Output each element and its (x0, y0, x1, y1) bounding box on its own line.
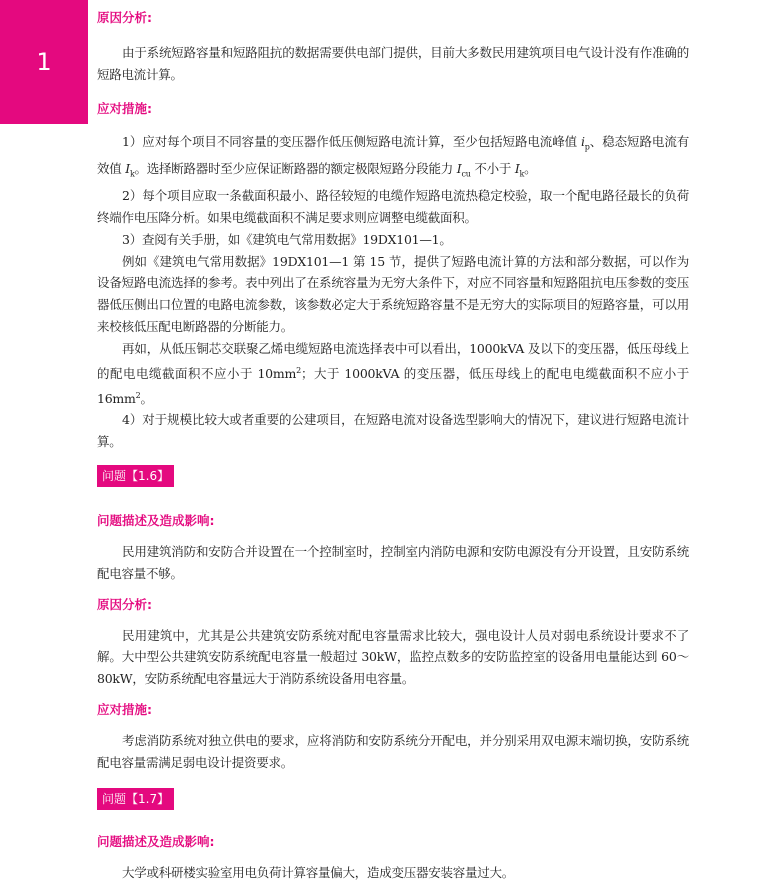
q16-measures-heading: 应对措施: (97, 702, 152, 718)
measure-4-paragraph: 4）对于规模比较大或者重要的公建项目，在短路电流对设备选型影响大的情况下，建议进行短路电流计算。 (97, 412, 689, 450)
q16-cause-paragraph: 民用建筑中，尤其是公共建筑安防系统对配电容量需求比较大，强电设计人员对弱电系统设计要求不了解。大中型公共建筑安防系统配电容量一般超过 30kW，监控点数多的安防监控室的设备用电量能达到 60～80kW，安防系统配电容量远大于消防系统设备用电容量。 (97, 627, 689, 687)
question-1-6-tag-row (97, 465, 689, 487)
measure-3-paragraph: 3）查阅有关手册，如《建筑电气常用数据》19DX101—1。 (122, 231, 452, 247)
cause-paragraph: 由于系统短路容量和短路阻抗的数据需要供电部门提供，目前大多数民用建筑项目电气设计没有作准确的短路电流计算。 (97, 45, 689, 82)
measure-2-paragraph: 2）每个项目应取一条截面积最小、路径较短的电缆作短路电流热稳定校验，取一个配电路径最长的负荷终端作电压降分析。如果电缆截面积不满足要求则应调整电缆截面积。 (97, 188, 689, 225)
chapter-number-tab (0, 0, 88, 124)
q16-description-paragraph: 民用建筑消防和安防合并设置在一个控制室时，控制室内消防电源和安防电源没有分开设置，且安防系统配电容量不够。 (97, 544, 689, 581)
measure-3-example-paragraph: 例如《建筑电气常用数据》19DX101—1 第 15 节，提供了短路电流计算的方法和部分数据，可以作为设备短路电流选择的参考。表中列出了在系统容量为无穷大条件下，对应不同容量和短路阻抗电压参数的变压器低压侧出口位置的电路电流参数，该参数必定大于系统短路容量不是无穷大的实际项目的短路容量，可以用来校核低压配电断路器的分断能力。 (97, 253, 689, 334)
page-content (97, 8, 689, 883)
cause-heading: 原因分析: (97, 10, 152, 25)
q17-description-paragraph: 大学或科研楼实验室用电负荷计算容量偏大，造成变压器安装容量过大。 (122, 864, 515, 880)
q16-cause-heading: 原因分析: (97, 596, 152, 612)
measures-heading: 应对措施: (97, 100, 152, 116)
measure-3-more-paragraph: 再如，从低压铜芯交联聚乙烯电缆短路电流选择表中可以看出，1000kVA 及以下的变压器，低压母线上的配电电缆截面积不应小于 $10mm^2$；大于 1000kVA 的变压器，低压母线上的配电电缆截面积不应小于 $16mm^2$。 (97, 340, 689, 406)
q16-measures-paragraph: 考虑消防系统对独立供电的要求，应将消防和安防系统分开配电，并分别采用双电源末端切换，安防系统配电容量需满足弱电设计提资要求。 (97, 733, 689, 770)
chapter-number: 1 (36, 48, 52, 76)
question-1-6-tag: 问题【1.6】 (97, 465, 174, 487)
q17-description-heading: 问题描述及造成影响: (97, 833, 215, 849)
question-1-7-tag-row (97, 788, 689, 810)
measure-1-paragraph: 1）应对每个项目不同容量的变压器作低压侧短路电流计算，至少包括短路电流峰值 $i_p$、稳态短路电流有效值 $I_k$。选择断路器时至少应保证断路器的额定极限短路分段能力 $I_{cu}$ 不小于 $I_k$。 (97, 133, 689, 179)
question-1-7-tag: 问题【1.7】 (97, 788, 174, 810)
q16-description-heading: 问题描述及造成影响: (97, 513, 215, 529)
